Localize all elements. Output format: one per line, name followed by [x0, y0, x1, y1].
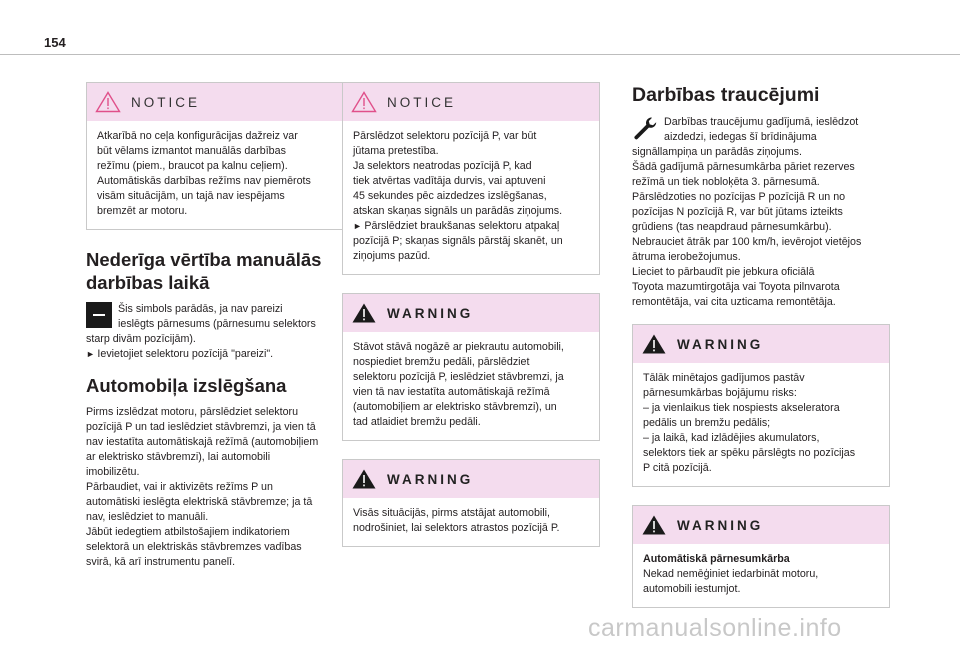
warning-line: pedālis un bremžu pedālis; — [643, 417, 771, 429]
text-line: Darbības traucējumu gadījumā, ieslēdzot — [664, 116, 859, 128]
action-line — [86, 347, 344, 362]
text-line: nav iestatīta automātiskajā režīmā (automobiļiem — [86, 436, 319, 448]
notice-box — [342, 82, 600, 275]
text-line: Jābūt iedegtiem atbilstošajiem indikatoriem — [86, 526, 290, 538]
warning-line: selektors tiek ar spēku pārslēgts no pozīcijas — [643, 447, 856, 459]
warning-line: P citā pozīcijā. — [643, 462, 712, 474]
warning-header — [633, 506, 889, 544]
switch-off-text — [86, 405, 344, 570]
watermark: carmanualsonline.info — [588, 614, 842, 642]
text-line: režīmā un tiek nobloķēta 3. pārnesumā. — [632, 176, 820, 188]
text-line: Pārbaudiet, vai ir aktivizēts režīms P un — [86, 481, 273, 493]
notice-line: visām situācijām, un tajā nav iespējams — [97, 190, 285, 202]
notice-line: 45 sekundes pēc aizdedzes izslēgšanas, — [353, 190, 547, 202]
text-line: selektorā un elektriskās stāvbremzes vadības — [86, 541, 302, 553]
wrench-icon — [632, 115, 658, 141]
warning-line: Tālāk minētajos gadījumos pastāv — [643, 372, 805, 384]
arrow-bullet-icon — [86, 348, 97, 360]
warning-header — [343, 460, 599, 498]
notice-line: Pārslēdzot selektoru pozīcijā P, var būt — [353, 130, 537, 142]
notice-header — [343, 83, 599, 121]
warning-body — [343, 498, 599, 546]
action-text: Ievietojiet selektoru pozīcijā "pareizi". — [97, 348, 274, 360]
warning-subtitle: Automātiskā pārnesumkārba — [643, 553, 790, 565]
notice-line: bremzēt ar motoru. — [97, 205, 188, 217]
warning-triangle-icon — [351, 91, 377, 113]
text-line: svirā, kā arī instrumentu panelī. — [86, 556, 236, 568]
text-line: ieslēgts pārnesums (pārnesumu selektors — [118, 318, 316, 330]
warning-line: (automobiļiem ar elektrisko stāvbremzi), un — [353, 401, 557, 413]
warning-body — [343, 332, 599, 440]
warning-line: Visās situācijās, pirms atstājat automobili, — [353, 507, 551, 519]
column-left — [86, 82, 344, 570]
text-line: nav, ieslēdziet to manuāli. — [86, 511, 209, 523]
warning-box — [342, 459, 600, 547]
notice-body — [87, 121, 343, 229]
warning-line: vien tā nav iestatīta automātiskajā režīmā — [353, 386, 550, 398]
notice-line: jūtama pretestība. — [353, 145, 439, 157]
warning-line: automobili iestumjot. — [643, 583, 741, 595]
notice-line: ziņojums pazūd. — [353, 250, 431, 262]
warning-line: selektoru pozīcijā P, ieslēdziet stāvbremzi, ja — [353, 371, 564, 383]
notice-line: Atkarībā no ceļa konfigurācijas dažreiz var — [97, 130, 298, 142]
warning-line: Stāvot stāvā nogāzē ar piekrautu automobili, — [353, 341, 564, 353]
warning-line: tad atlaidiet bremžu pedāli. — [353, 416, 481, 428]
text-line: pozīcijas N pozīcijā R, var būt jūtams izteikts — [632, 206, 843, 218]
notice-line: Ja selektors neatrodas pozīcijā P, kad — [353, 160, 532, 172]
text-line: Toyota mazumtirgotāja vai Toyota pilnvarota — [632, 281, 840, 293]
warning-triangle-icon — [351, 468, 377, 490]
notice-box — [86, 82, 344, 230]
heading-line: Nederīga vērtība manuālās — [86, 249, 322, 270]
warning-body — [633, 363, 889, 486]
text-line: grūdiens (tas neapdraud pārnesumkārbu). — [632, 221, 832, 233]
notice-line: Automātiskās darbības režīms nav piemērots — [97, 175, 311, 187]
warning-line: – ja vienlaikus tiek nospiests akseleratora — [643, 402, 840, 414]
notice-header — [87, 83, 343, 121]
warning-box — [632, 324, 890, 487]
page-number: 154 — [44, 35, 66, 50]
section-heading-malfunction: Darbības traucējumi — [632, 84, 820, 106]
notice-line: atskan skaņas signāls un parādās ziņojums. — [353, 205, 563, 217]
text-line: aizdedzi, iedegas šī brīdinājuma — [664, 131, 817, 143]
warning-title: WARNING — [387, 471, 474, 487]
notice-line: režīmu (piem., braucot pa kalnu ceļiem). — [97, 160, 288, 172]
text-line: Šis simbols parādās, ja nav pareizi — [118, 303, 283, 315]
warning-triangle-icon — [351, 302, 377, 324]
notice-line: tiek atvērtas vadītāja durvis, vai aptuveni — [353, 175, 546, 187]
warning-line: pārnesumkārbas bojājumu risks: — [643, 387, 797, 399]
section-heading-invalid-value — [86, 248, 344, 294]
text-line: Lieciet to pārbaudīt pie jebkura oficiālā — [632, 266, 815, 278]
warning-title: WARNING — [677, 517, 764, 533]
section-heading-switch-off: Automobiļa izslēgšana — [86, 375, 287, 396]
warning-header — [343, 294, 599, 332]
warning-box — [632, 505, 890, 608]
notice-body — [343, 121, 599, 274]
column-right — [632, 82, 890, 626]
text-line: signāllampiņa un parādās ziņojums. — [632, 146, 802, 158]
warning-line: nodrošiniet, lai selektors atrastos pozīcijā P. — [353, 522, 560, 534]
warning-title: WARNING — [387, 305, 474, 321]
text-line: starp divām pozīcijām). — [86, 333, 196, 345]
warning-triangle-icon — [641, 514, 667, 536]
header-rule — [0, 54, 960, 55]
text-line: imobilizētu. — [86, 466, 140, 478]
text-line: Nebrauciet ātrāk par 100 km/h, ievērojot vietējos — [632, 236, 862, 248]
warning-header — [633, 325, 889, 363]
notice-line: pozīcijā P; skaņas signāls pārstāj skanēt, un — [353, 235, 563, 247]
notice-action: Pārslēdziet braukšanas selektoru atpakaļ — [364, 220, 560, 232]
malfunction-text — [632, 115, 890, 310]
text-line: ātruma ierobežojumus. — [632, 251, 741, 263]
gear-invalid-icon — [86, 302, 112, 328]
warning-title: WARNING — [677, 336, 764, 352]
invalid-value-text — [86, 302, 344, 362]
text-line: automātiski ieslēgta elektriskā stāvbremze; ja tā — [86, 496, 313, 508]
warning-triangle-icon — [95, 91, 121, 113]
text-line: pozīcijā P un tad ieslēdziet stāvbremzi, ja vien tā — [86, 421, 316, 433]
text-line: Pirms izslēdzat motoru, pārslēdziet selektoru — [86, 406, 299, 418]
arrow-bullet-icon — [353, 220, 364, 232]
notice-line — [353, 219, 589, 234]
text-line: remontētāja, vai cita uzticama remontētāja. — [632, 296, 836, 308]
text-line: ar elektrisko stāvbremzi), lai automobili — [86, 451, 271, 463]
warning-box — [342, 293, 600, 441]
warning-body — [633, 544, 889, 607]
notice-title: NOTICE — [387, 94, 457, 110]
notice-line: būt vēlams izmantot manuālās darbības — [97, 145, 286, 157]
column-middle — [342, 82, 600, 565]
text-line: Pārslēdzoties no pozīcijas P pozīcijā R un no — [632, 191, 846, 203]
warning-line: Nekad nemēģiniet iedarbināt motoru, — [643, 568, 819, 580]
heading-line: darbības laikā — [86, 272, 210, 293]
notice-title: NOTICE — [131, 94, 201, 110]
warning-line: – ja laikā, kad izlādējies akumulators, — [643, 432, 820, 444]
warning-triangle-icon — [641, 333, 667, 355]
warning-line: nospiediet bremžu pedāli, pārslēdziet — [353, 356, 530, 368]
text-line: Šādā gadījumā pārnesumkārba pāriet rezerves — [632, 161, 855, 173]
